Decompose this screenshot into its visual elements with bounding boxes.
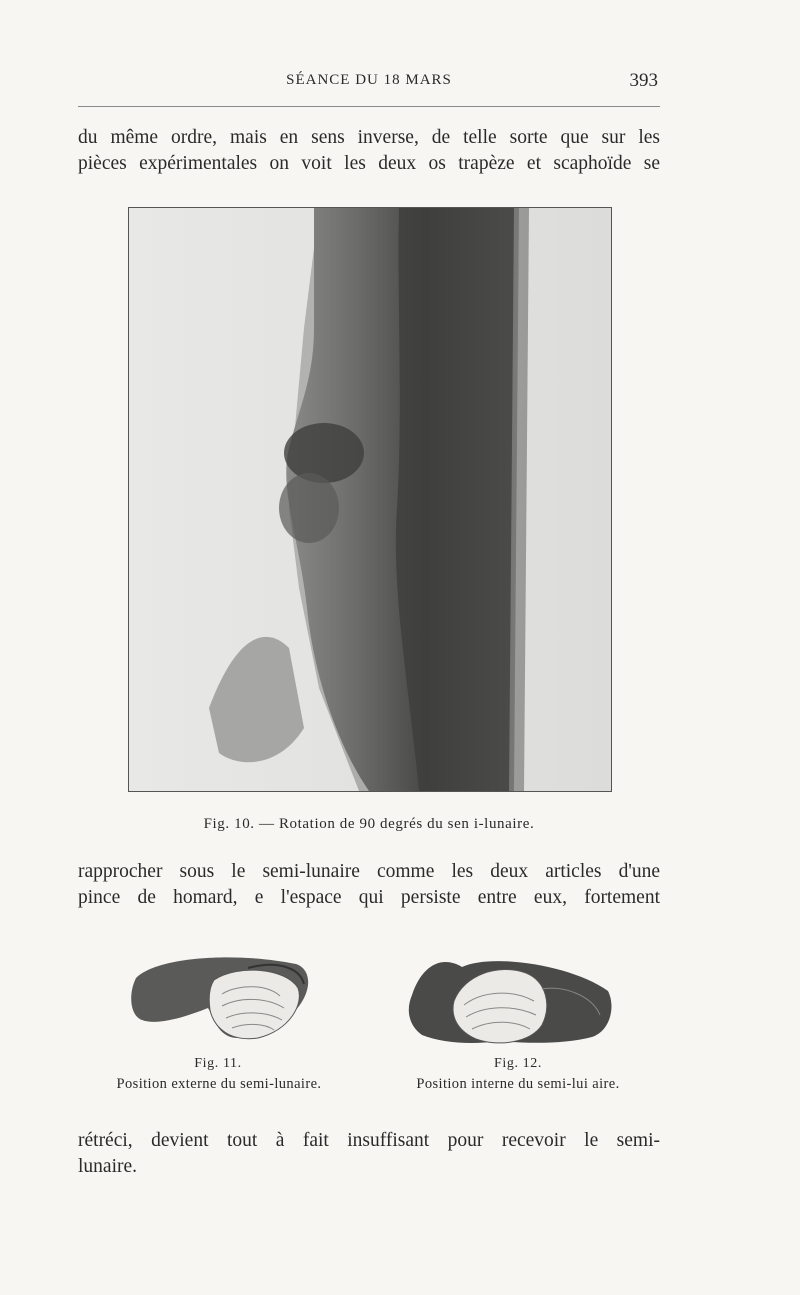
figure-10-caption: Fig. 10. — Rotation de 90 degrés du sen i-lunaire.: [203, 816, 535, 832]
header-rule: [78, 106, 660, 107]
radiograph-image: [129, 208, 611, 791]
paragraph-line: du même ordre, mais en sens inverse, de telle sorte que sur les: [78, 127, 660, 148]
running-title: SÉANCE DU 18 MARS: [286, 72, 452, 88]
paragraph-2: [78, 859, 660, 911]
semilunar-internal-illustration: [402, 945, 620, 1053]
paragraph-3: [78, 1128, 660, 1180]
paragraph-line: rapprocher sous le semi-lunaire comme les deux articles d'une: [78, 861, 660, 882]
figure-12-drawing: [402, 945, 620, 1053]
paragraph-line: pièces expérimentales on voit les deux os trapèze et scaphoïde se: [78, 153, 660, 174]
paragraph-line: pince de homard, e l'espace qui persiste entre eux, fortement: [78, 887, 660, 908]
figure-10-radiograph: [128, 207, 612, 792]
running-head: [78, 70, 660, 94]
paragraph-line: lunaire.: [78, 1156, 138, 1177]
paragraph-line: rétréci, devient tout à fait insuffisant pour recevoir le semi-: [78, 1130, 660, 1151]
figure-11-label: Fig. 11.: [194, 1056, 242, 1071]
figure-12-label: Fig. 12.: [494, 1056, 542, 1071]
page-number: 393: [629, 70, 658, 91]
figure-11-caption: Position externe du semi-lunaire.: [116, 1076, 322, 1092]
semilunar-external-illustration: [118, 938, 318, 1050]
paragraph-1: [78, 125, 660, 177]
figure-11-drawing: [118, 938, 318, 1050]
figure-12-caption: Position interne du semi-lui aire.: [416, 1076, 620, 1092]
